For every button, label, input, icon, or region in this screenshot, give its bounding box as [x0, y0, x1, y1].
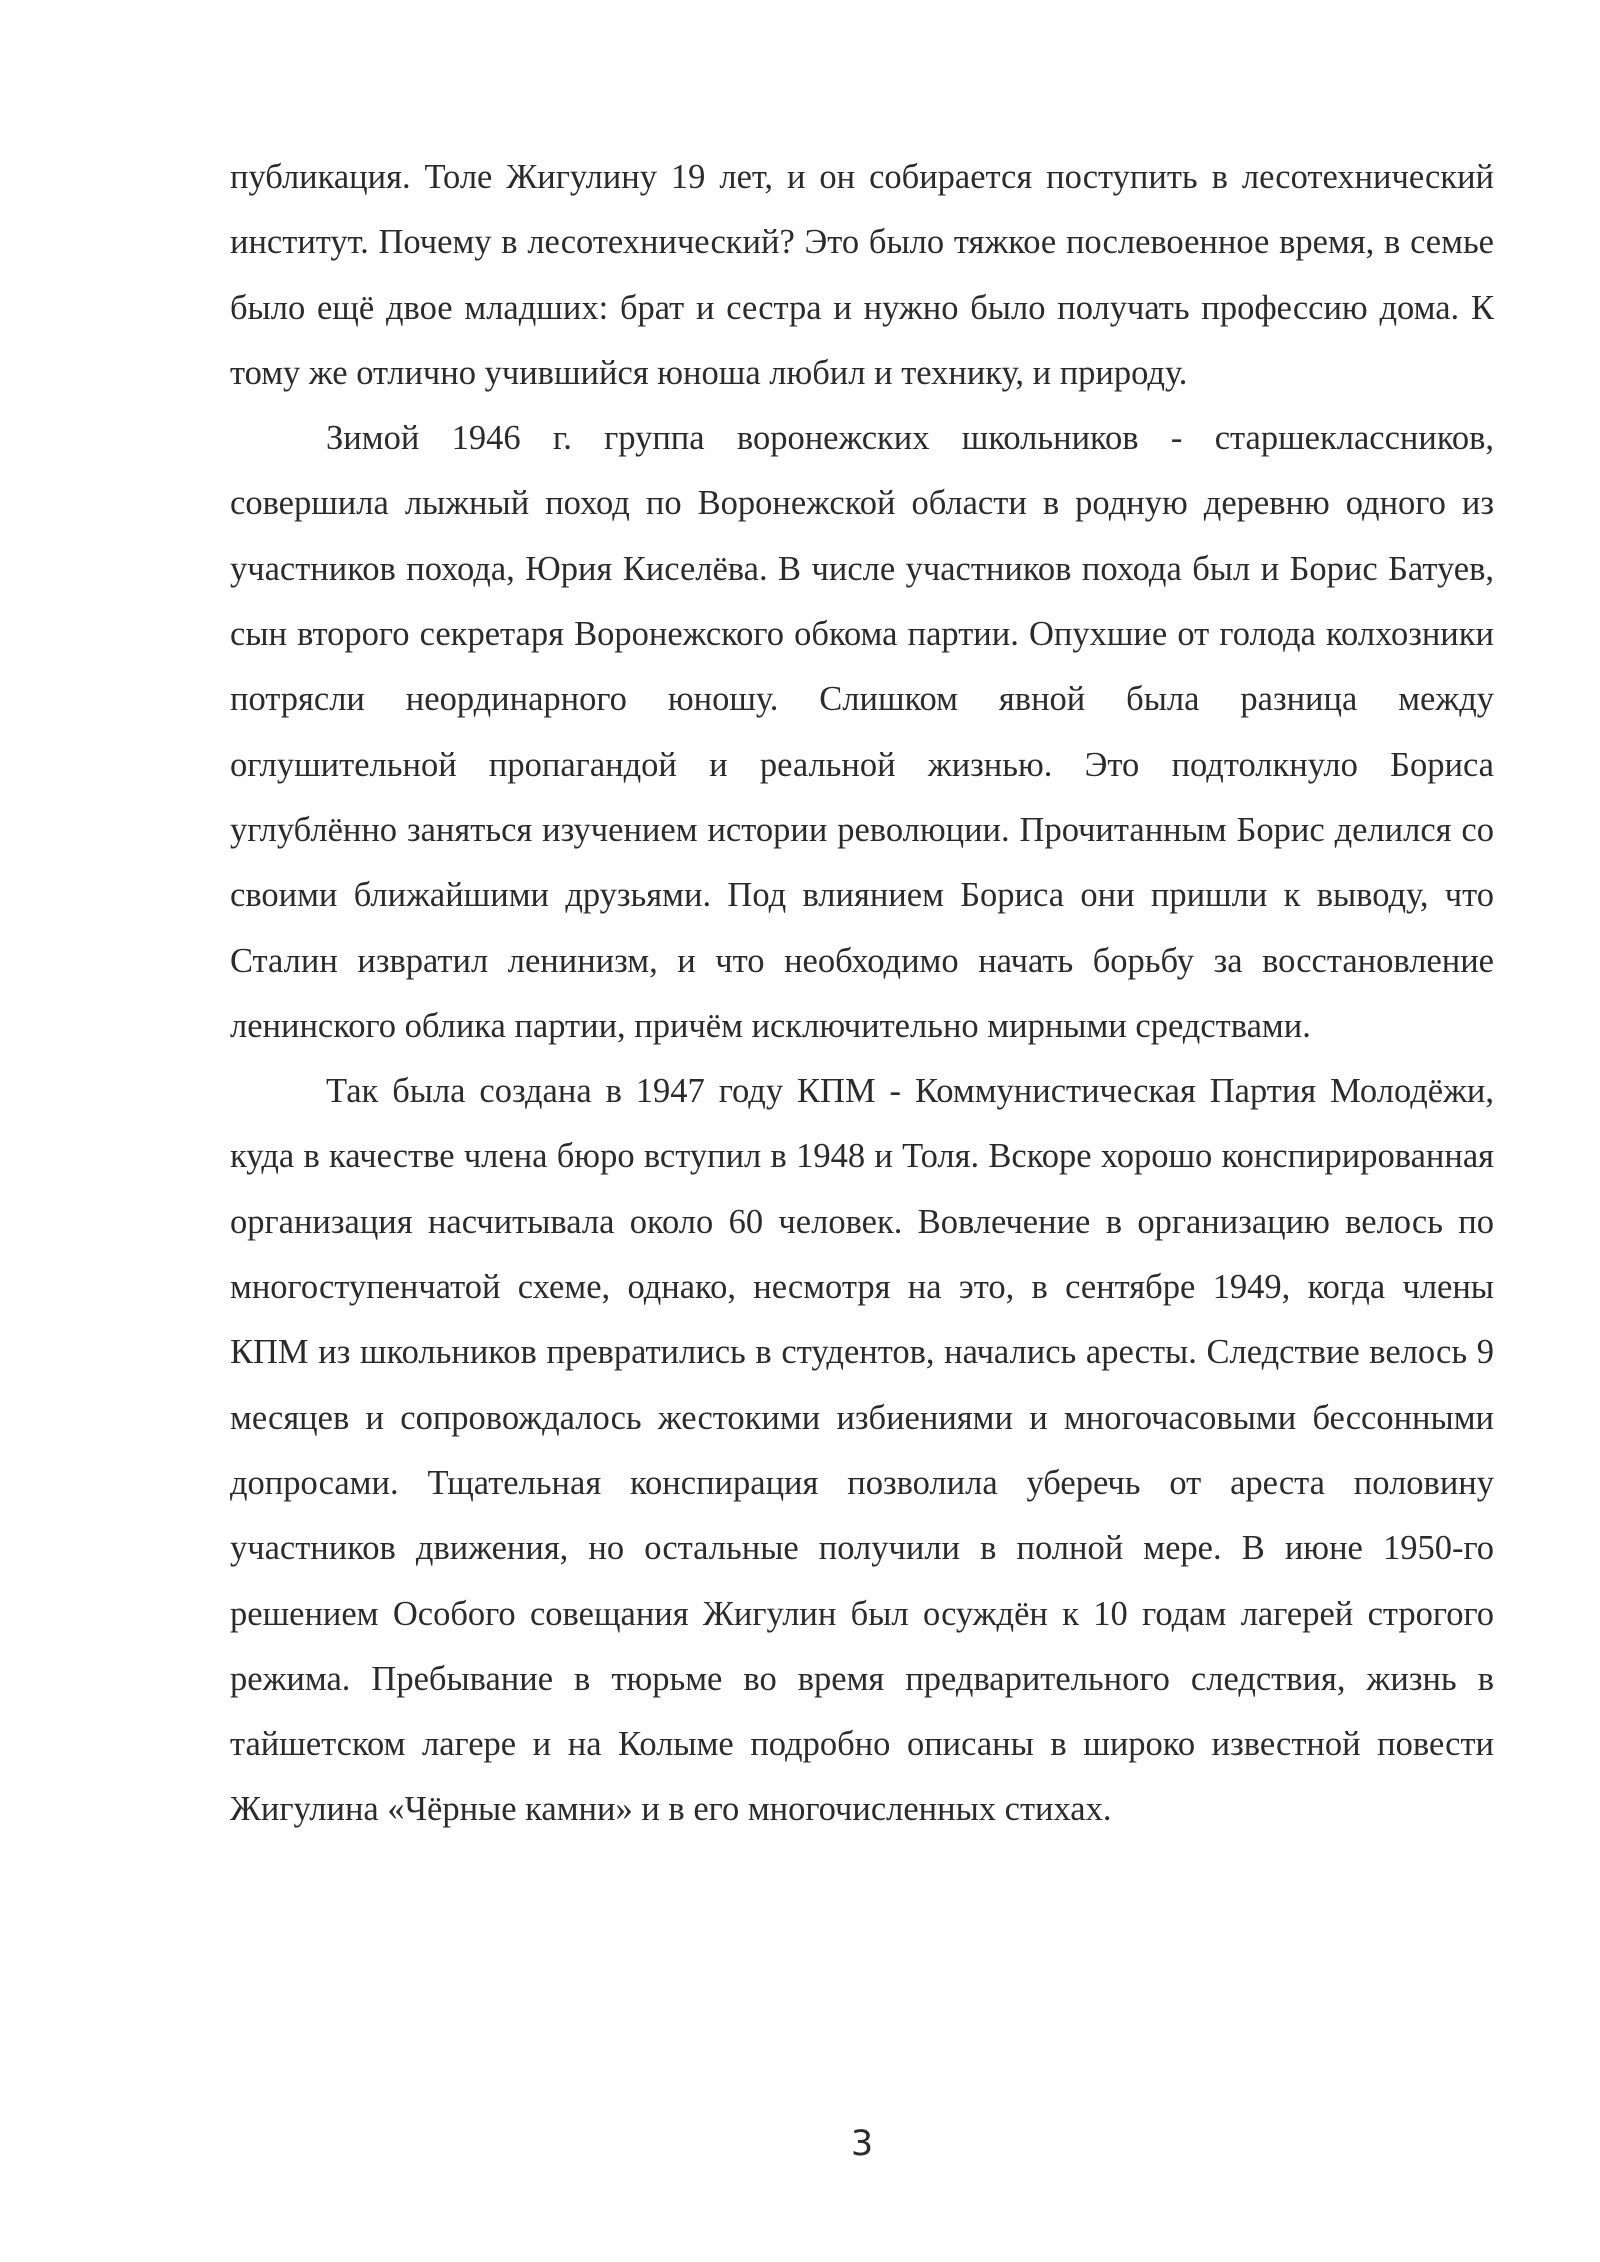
page-number: 3	[850, 2124, 874, 2164]
body-text	[230, 145, 1494, 1843]
paragraph-continuation: публикация. Толе Жигулину 19 лет, и он собирается поступить в лесотехнический институт. Почему в лесотехнический? Это было тяжкое послевоенное время, в семье было ещё двое младших: брат и сестра и нужно было получать профессию дома. К тому же отлично учившийся юноша любил и технику, и природу.	[230, 158, 1494, 392]
paragraph-ski-trip: Зимой 1946 г. группа воронежских школьников - старшеклассников, совершила лыжный поход по Воронежской области в родную деревню одного из участников похода, Юрия Киселёва. В числе участников похода был и Борис Батуев, сын второго секретаря Воронежского обкома партии. Опухшие от голода колхозники потрясли неординарного юношу. Слишком явной была разница между оглушительной пропагандой и реальной жизнью. Это подтолкнуло Бориса углублённо заняться изучением истории революции. Прочитанным Борис делился со своими ближайшими друзьями. Под влиянием Бориса они пришли к выводу, что Сталин извратил ленинизм, и что необходимо начать борьбу за восстановление ленинского облика партии, причём исключительно мирными средствами.	[230, 419, 1494, 1045]
paragraph-kpm: Так была создана в 1947 году КПМ - Коммунистическая Партия Молодёжи, куда в качестве члена бюро вступил в 1948 и Толя. Вскоре хорошо конспирированная организация насчитывала около 60 человек. Вовлечение в организацию велось по многоступенчатой схеме, однако, несмотря на это, в сентябре 1949, когда члены КПМ из школьников превратились в студентов, начались аресты. Следствие велось 9 месяцев и сопровождалось жестокими избиениями и многочасовыми бессонными допросами. Тщательная конспирация позволила уберечь от ареста половину участников движения, но остальные получили в полной мере. В июне 1950-го решением Особого совещания Жигулин был осуждён к 10 годам лагерей строгого режима. Пребывание в тюрьме во время предварительного следствия, жизнь в тайшетском лагере и на Колыме подробно описаны в широко известной повести Жигулина «Чёрные камни» и в его многочисленных стихах.	[230, 1072, 1494, 1829]
